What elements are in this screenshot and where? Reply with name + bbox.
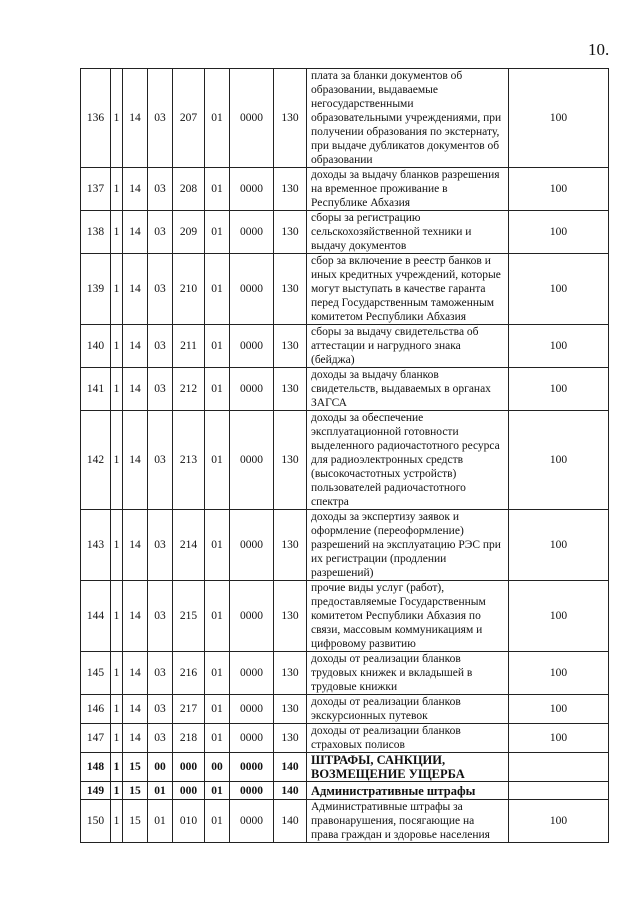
code-cell: 0000 [230, 510, 274, 581]
code-cell: 00 [148, 753, 173, 782]
code-cell: 14 [123, 368, 148, 411]
code-cell: 130 [274, 168, 307, 211]
code-cell: 212 [173, 368, 205, 411]
code-cell: 01 [205, 652, 230, 695]
code-cell: 14 [123, 411, 148, 510]
value-cell: 100 [509, 168, 609, 211]
code-cell: 03 [148, 168, 173, 211]
code-cell: 01 [205, 782, 230, 800]
description-cell: доходы за выдачу бланков разрешения на временное проживание в Республике Абхазия [307, 168, 509, 211]
page-number: 10. [588, 40, 610, 59]
description-cell: плата за бланки документов об образовании, выдаваемые негосударственными образовательными учреждениями, при получении образования по экстернату, при выдаче дубликатов документов об образовании [307, 69, 509, 168]
code-cell: 130 [274, 211, 307, 254]
description-cell: сборы за выдачу свидетельства об аттестации и нагрудного знака (бейджа) [307, 325, 509, 368]
code-cell: 1 [111, 325, 123, 368]
code-cell: 03 [148, 652, 173, 695]
table-row [81, 368, 609, 411]
row-number-cell: 145 [81, 652, 111, 695]
row-number-cell: 137 [81, 168, 111, 211]
table-row [81, 510, 609, 581]
code-cell: 01 [205, 581, 230, 652]
code-cell: 0000 [230, 695, 274, 724]
code-cell: 01 [205, 69, 230, 168]
description-cell: сборы за регистрацию сельскохозяйственной техники и выдачу документов [307, 211, 509, 254]
code-cell: 0000 [230, 652, 274, 695]
code-cell: 140 [274, 753, 307, 782]
code-cell: 207 [173, 69, 205, 168]
description-cell: сбор за включение в реестр банков и иных кредитных учреждений, которые могут выступать в качестве гаранта перед Государственным таможенным комитетом Республики Абхазия [307, 254, 509, 325]
code-cell: 0000 [230, 753, 274, 782]
code-cell: 00 [205, 753, 230, 782]
code-cell: 1 [111, 211, 123, 254]
table-row [81, 254, 609, 325]
code-cell: 130 [274, 652, 307, 695]
row-number-cell: 146 [81, 695, 111, 724]
code-cell: 000 [173, 753, 205, 782]
code-cell: 03 [148, 411, 173, 510]
description-cell: ШТРАФЫ, САНКЦИИ, ВОЗМЕЩЕНИЕ УЩЕРБА [307, 753, 509, 782]
code-cell: 0000 [230, 325, 274, 368]
code-cell: 14 [123, 69, 148, 168]
row-number-cell: 139 [81, 254, 111, 325]
code-cell: 1 [111, 69, 123, 168]
table-row [81, 69, 609, 168]
budget-table [80, 68, 609, 843]
row-number-cell: 141 [81, 368, 111, 411]
code-cell: 01 [205, 695, 230, 724]
code-cell: 209 [173, 211, 205, 254]
table-row [81, 581, 609, 652]
code-cell: 03 [148, 211, 173, 254]
description-cell: доходы за выдачу бланков свидетельств, выдаваемых в органах ЗАГСА [307, 368, 509, 411]
code-cell: 130 [274, 724, 307, 753]
code-cell: 15 [123, 753, 148, 782]
row-number-cell: 143 [81, 510, 111, 581]
code-cell: 0000 [230, 411, 274, 510]
code-cell: 0000 [230, 724, 274, 753]
code-cell: 1 [111, 782, 123, 800]
value-cell: 100 [509, 69, 609, 168]
row-number-cell: 138 [81, 211, 111, 254]
code-cell: 14 [123, 168, 148, 211]
description-cell: доходы от реализации бланков трудовых книжек и вкладышей в трудовые книжки [307, 652, 509, 695]
code-cell: 0000 [230, 368, 274, 411]
value-cell: 100 [509, 254, 609, 325]
code-cell: 1 [111, 724, 123, 753]
code-cell: 000 [173, 782, 205, 800]
value-cell: 100 [509, 724, 609, 753]
code-cell: 1 [111, 652, 123, 695]
description-cell: прочие виды услуг (работ), предоставляемые Государственным комитетом Республики Абхазия по связи, массовым коммуникациям и цифровому развитию [307, 581, 509, 652]
code-cell: 0000 [230, 581, 274, 652]
table-row [81, 782, 609, 800]
code-cell: 213 [173, 411, 205, 510]
value-cell: 100 [509, 411, 609, 510]
code-cell: 14 [123, 254, 148, 325]
code-cell: 217 [173, 695, 205, 724]
code-cell: 0000 [230, 69, 274, 168]
value-cell: 100 [509, 695, 609, 724]
code-cell: 14 [123, 510, 148, 581]
value-cell [509, 782, 609, 800]
code-cell: 130 [274, 695, 307, 724]
table-row [81, 800, 609, 843]
code-cell: 03 [148, 69, 173, 168]
code-cell: 211 [173, 325, 205, 368]
code-cell: 01 [205, 211, 230, 254]
code-cell: 03 [148, 325, 173, 368]
code-cell: 130 [274, 411, 307, 510]
table-row [81, 411, 609, 510]
description-cell: доходы за обеспечение эксплуатационной готовности выделенного радиочастотного ресурса для радиоэлектронных средств (высокочастотных устройств) пользователей радиочастотного спектра [307, 411, 509, 510]
code-cell: 1 [111, 168, 123, 211]
code-cell: 0000 [230, 168, 274, 211]
code-cell: 01 [205, 724, 230, 753]
code-cell: 03 [148, 695, 173, 724]
code-cell: 140 [274, 782, 307, 800]
value-cell: 100 [509, 800, 609, 843]
code-cell: 130 [274, 254, 307, 325]
code-cell: 0000 [230, 211, 274, 254]
code-cell: 130 [274, 69, 307, 168]
value-cell: 100 [509, 211, 609, 254]
code-cell: 03 [148, 254, 173, 325]
code-cell: 210 [173, 254, 205, 325]
row-number-cell: 136 [81, 69, 111, 168]
description-cell: доходы от реализации бланков экскурсионных путевок [307, 695, 509, 724]
code-cell: 03 [148, 368, 173, 411]
code-cell: 0000 [230, 254, 274, 325]
code-cell: 01 [205, 254, 230, 325]
code-cell: 03 [148, 510, 173, 581]
code-cell: 1 [111, 800, 123, 843]
row-number-cell: 144 [81, 581, 111, 652]
row-number-cell: 147 [81, 724, 111, 753]
code-cell: 130 [274, 581, 307, 652]
code-cell: 208 [173, 168, 205, 211]
code-cell: 0000 [230, 782, 274, 800]
code-cell: 01 [205, 510, 230, 581]
value-cell: 100 [509, 652, 609, 695]
code-cell: 01 [205, 411, 230, 510]
table-row [81, 211, 609, 254]
code-cell: 130 [274, 510, 307, 581]
code-cell: 01 [148, 782, 173, 800]
code-cell: 14 [123, 581, 148, 652]
description-cell: доходы за экспертизу заявок и оформление (переоформление) разрешений на эксплуатацию РЭС при их регистрации (продлении разрешений) [307, 510, 509, 581]
table-row [81, 753, 609, 782]
row-number-cell: 150 [81, 800, 111, 843]
table-row [81, 325, 609, 368]
code-cell: 010 [173, 800, 205, 843]
code-cell: 0000 [230, 800, 274, 843]
code-cell: 130 [274, 368, 307, 411]
code-cell: 14 [123, 695, 148, 724]
code-cell: 140 [274, 800, 307, 843]
code-cell: 14 [123, 211, 148, 254]
table-row [81, 168, 609, 211]
code-cell: 01 [205, 368, 230, 411]
row-number-cell: 149 [81, 782, 111, 800]
code-cell: 1 [111, 581, 123, 652]
code-cell: 1 [111, 695, 123, 724]
row-number-cell: 142 [81, 411, 111, 510]
code-cell: 1 [111, 254, 123, 325]
code-cell: 218 [173, 724, 205, 753]
value-cell: 100 [509, 368, 609, 411]
table-row [81, 724, 609, 753]
code-cell: 1 [111, 411, 123, 510]
description-cell: Административные штрафы за правонарушения, посягающие на права граждан и здоровье населения [307, 800, 509, 843]
code-cell: 01 [205, 800, 230, 843]
code-cell: 1 [111, 368, 123, 411]
code-cell: 14 [123, 325, 148, 368]
table-row [81, 652, 609, 695]
row-number-cell: 140 [81, 325, 111, 368]
code-cell: 130 [274, 325, 307, 368]
description-cell: доходы от реализации бланков страховых полисов [307, 724, 509, 753]
value-cell: 100 [509, 510, 609, 581]
row-number-cell: 148 [81, 753, 111, 782]
code-cell: 1 [111, 753, 123, 782]
code-cell: 14 [123, 652, 148, 695]
value-cell: 100 [509, 581, 609, 652]
code-cell: 215 [173, 581, 205, 652]
code-cell: 01 [205, 325, 230, 368]
code-cell: 15 [123, 782, 148, 800]
code-cell: 01 [205, 168, 230, 211]
code-cell: 15 [123, 800, 148, 843]
code-cell: 03 [148, 724, 173, 753]
code-cell: 01 [148, 800, 173, 843]
code-cell: 214 [173, 510, 205, 581]
code-cell: 216 [173, 652, 205, 695]
code-cell: 1 [111, 510, 123, 581]
code-cell: 14 [123, 724, 148, 753]
value-cell: 100 [509, 325, 609, 368]
table-row [81, 695, 609, 724]
code-cell: 03 [148, 581, 173, 652]
description-cell: Административные штрафы [307, 782, 509, 800]
value-cell [509, 753, 609, 782]
